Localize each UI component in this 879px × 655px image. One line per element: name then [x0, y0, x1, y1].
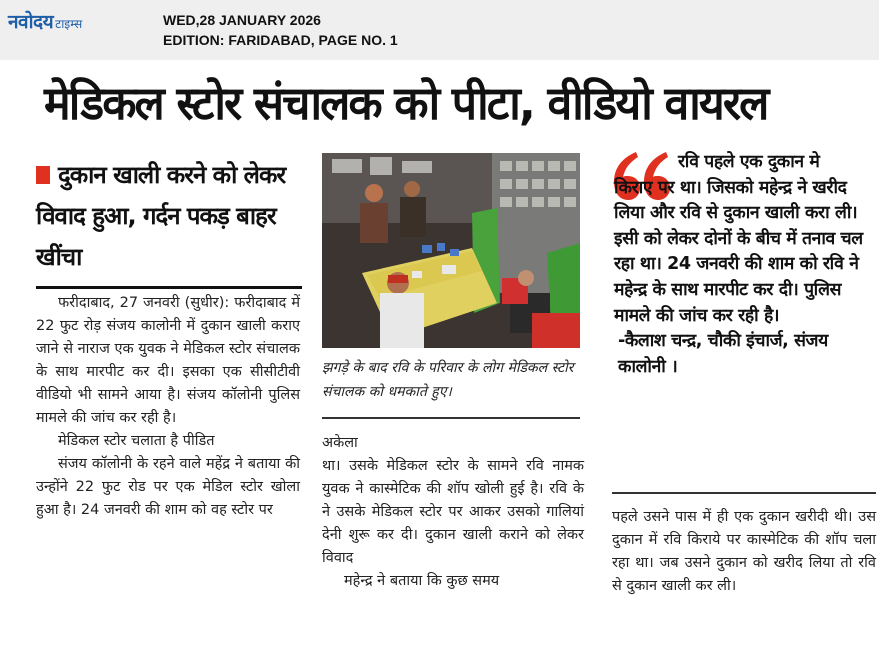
publication-date: WED,28 JANUARY 2026 — [163, 12, 321, 28]
left-column — [36, 292, 300, 522]
body-paragraph: फरीदाबाद, 27 जनवरी (सुधीर): फरीदाबाद में 22 फुट रोड़ संजय कालोनी में दुकान खाली कराए जाने से नाराज एक युवक ने मेडिकल स्टोर संचालक के साथ मारपीट कर दी। इसका एक सीसीटीवी वीडियो भी सामने आया है। संजय कॉलोनी पुलिस मामले की जांच कर रही है। — [36, 295, 300, 426]
body-paragraph: संजय कॉलोनी के रहने वाले महेंद्र ने बताया की उन्होंने 22 फुट रोड पर एक मेडिल स्टोर खोला हुआ है। 24 जनवरी की शाम को वह स्टोर पर — [36, 456, 300, 518]
quote-body: किराए पर था। जिसको महेन्द्र ने खरीद लिया और रवि से दुकान खाली करा ली। इसी को लेकर दोनों के बीच में तनाव चल रहा था। 24 जनवरी की शाम को रवि ने महेन्द्र के साथ मारपीट कर दी। पुलिस मामले की जांच कर रही है। — [614, 177, 863, 326]
body-paragraph: पहले उसने पास में ही एक दुकान खरीदी थी। उस दुकान में रवि किराये पर कास्मेटिक की शॉप चला रहा था। जब उसने दुकान को खरीद लिया तो रवि से दुकान खाली कर ली। — [612, 509, 876, 594]
article-headline: मेडिकल स्टोर संचालक को पीटा, वीडियो वायरल — [44, 76, 768, 130]
quote-first-line: रवि पहले एक दुकान मे — [678, 152, 820, 172]
body-paragraph: महेन्द्र ने बताया कि कुछ समय — [344, 573, 500, 589]
middle-column — [322, 432, 584, 593]
section-subheading: मेडिकल स्टोर चलाता है पीडित — [58, 433, 215, 449]
right-column — [612, 506, 876, 598]
pull-quote — [614, 150, 874, 380]
quote-attribution: -कैलाश चन्द्र, चौकी इंचार्ज, संजय कालोनी । — [618, 331, 828, 377]
subhead-divider — [36, 286, 302, 289]
body-paragraph: अकेला — [322, 435, 358, 451]
newspaper-logo — [8, 10, 82, 34]
caption-divider — [322, 417, 580, 419]
edition-info: EDITION: FARIDABAD, PAGE NO. 1 — [163, 32, 398, 48]
quote-divider — [612, 492, 876, 494]
body-paragraph: था। उसके मेडिकल स्टोर के सामने रवि नामक युवक ने कास्मेटिक की शॉप खोली हुई है। रवि के ने उसके मेडिकल स्टोर पर आकर उसको गालियां देनी शुरू कर दी। दुकान खाली कराने को लेकर विवाद — [322, 458, 584, 566]
logo-sub: टाइम्स — [55, 17, 83, 31]
masthead — [0, 0, 879, 60]
square-bullet-icon — [36, 166, 50, 184]
dateline — [163, 10, 398, 50]
logo-main: नवोदय — [8, 11, 54, 33]
subhead-text: दुकान खाली करने को लेकर विवाद हुआ, गर्दन पकड़ बाहर खींचा — [36, 161, 286, 271]
cctv-photo-image — [322, 153, 580, 348]
article-subhead — [36, 155, 298, 278]
photo-caption: झगड़े के बाद रवि के परिवार के लोग मेडिकल स्टोर संचालक को धमकाते हुए। — [322, 360, 574, 400]
cctv-photo — [322, 153, 580, 348]
